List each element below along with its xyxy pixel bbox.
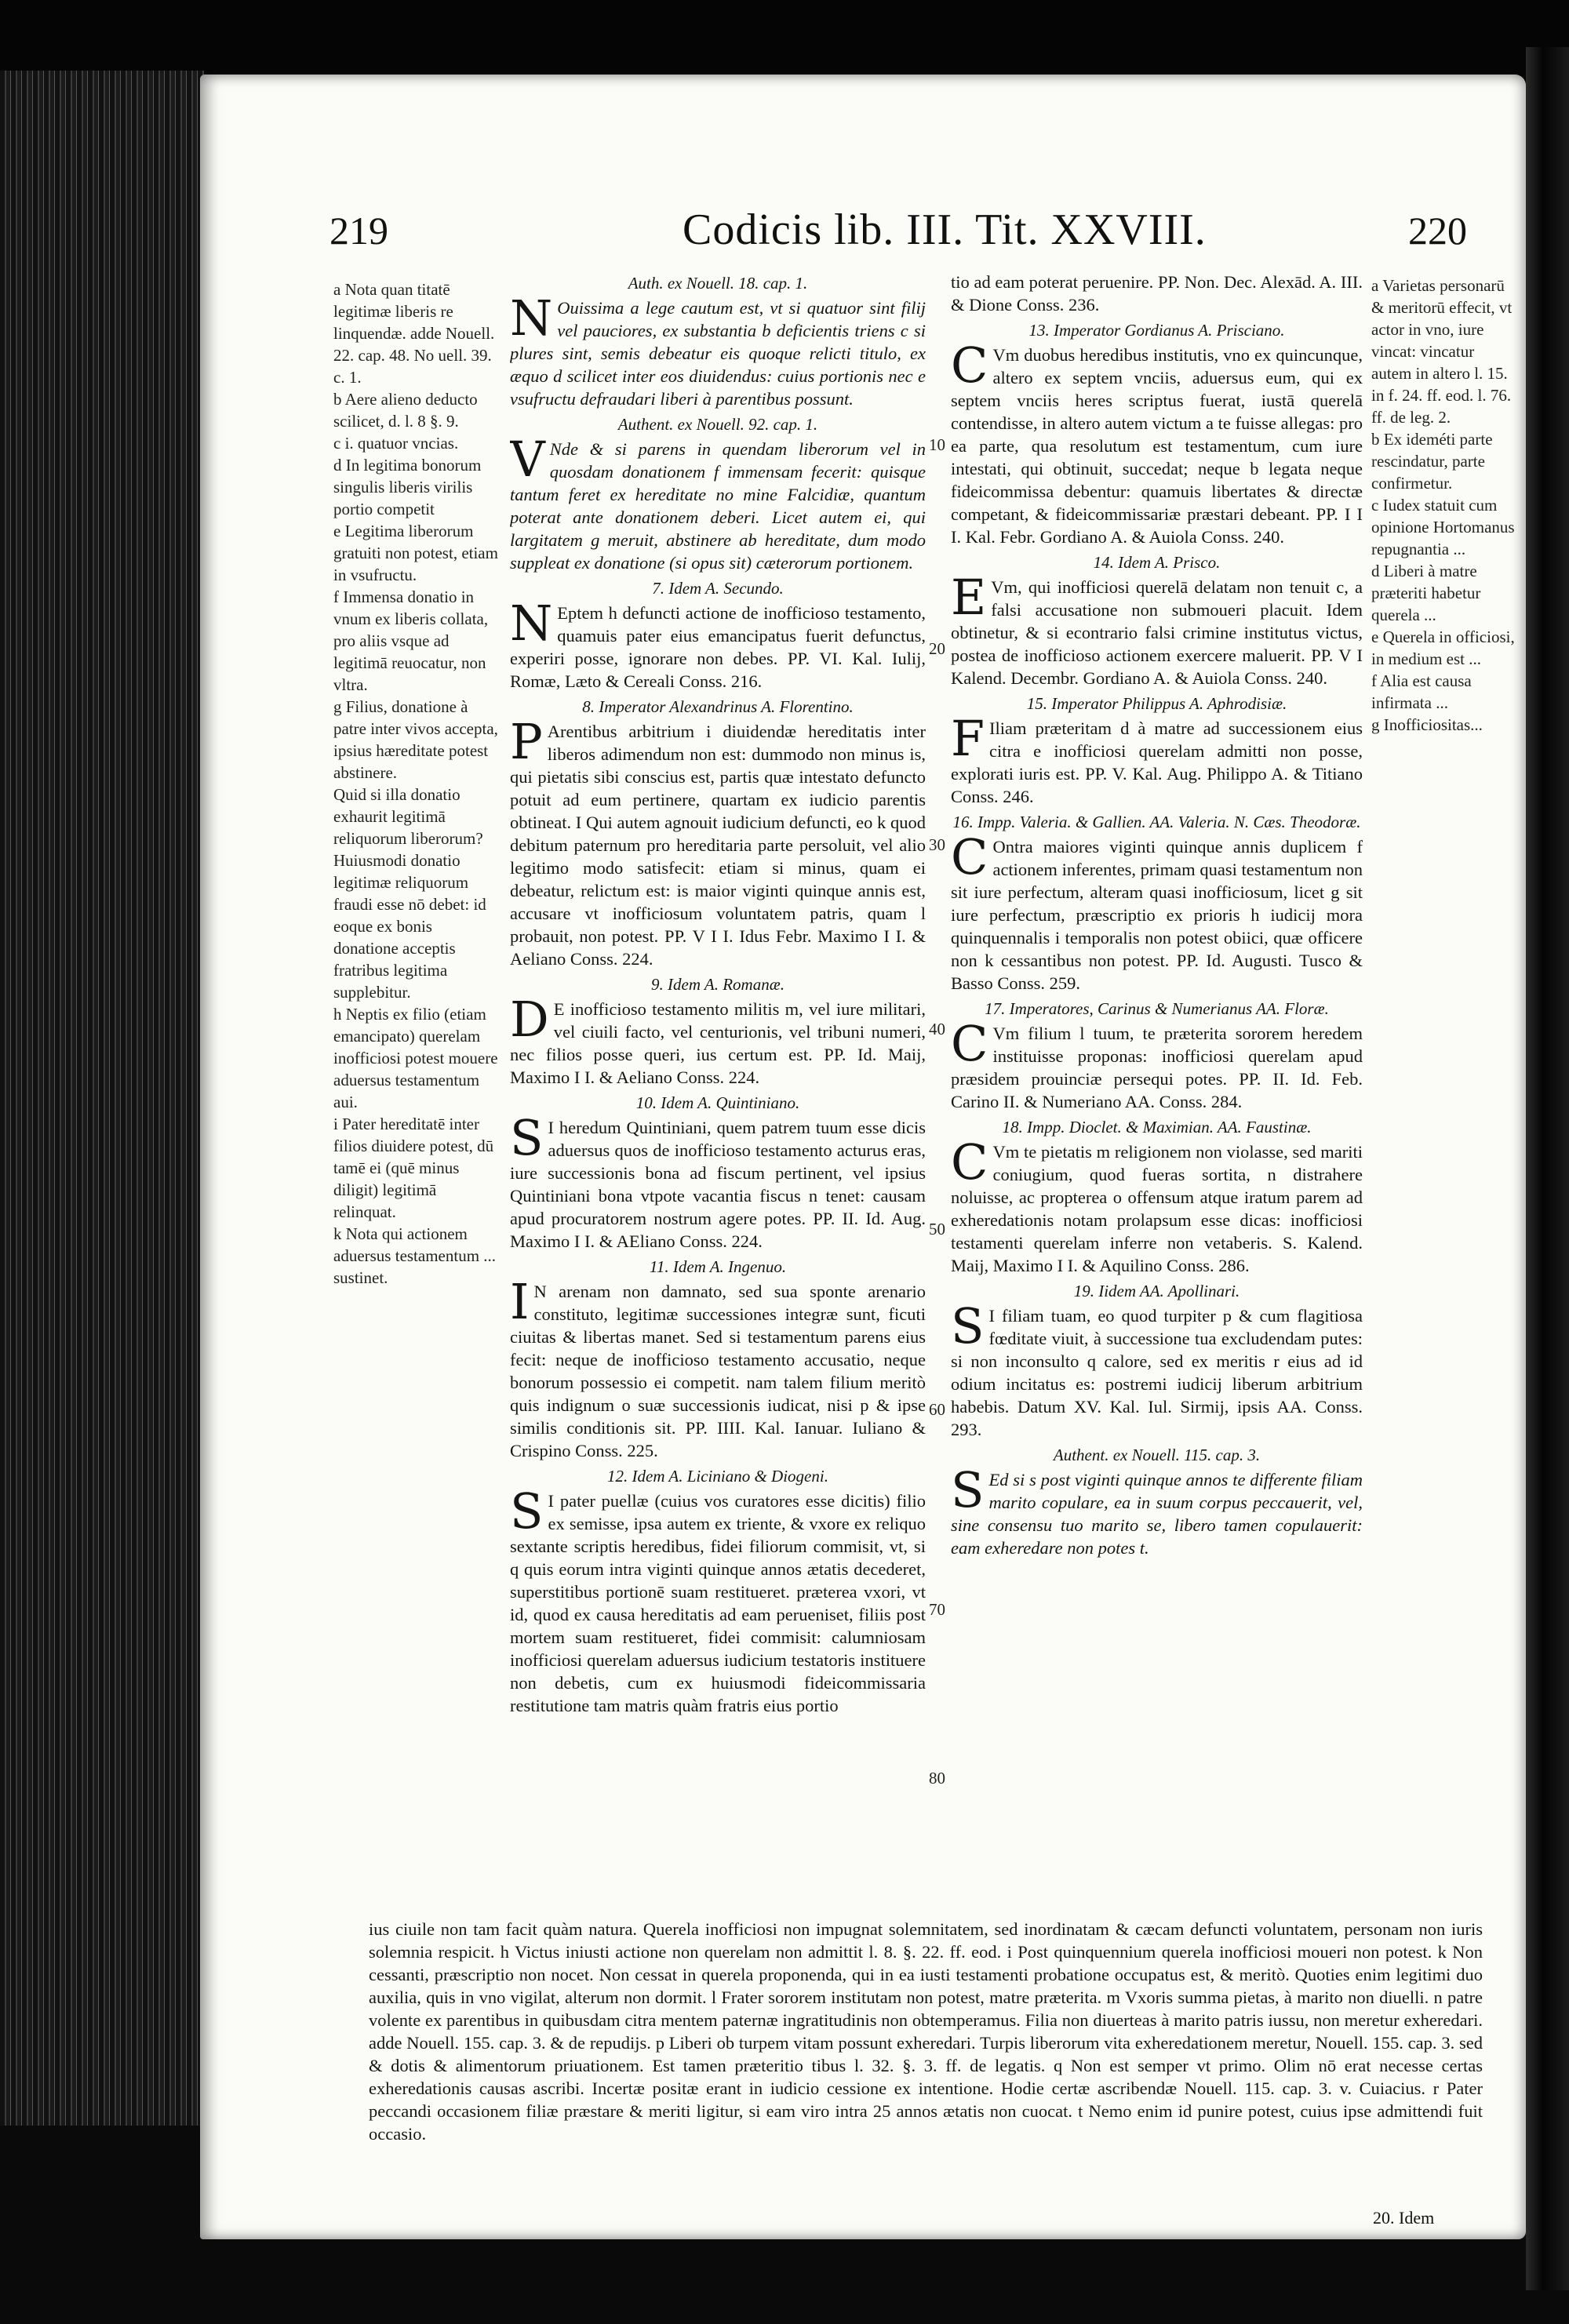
section-heading — [951, 1444, 1363, 1467]
section-heading — [510, 272, 926, 295]
left-text-column — [510, 271, 926, 1910]
line-number: 60 — [929, 1400, 945, 1419]
drop-cap: C — [951, 1133, 988, 1191]
line-number: 40 — [929, 1020, 945, 1038]
law-paragraph — [951, 336, 1363, 548]
page-header — [329, 205, 1467, 271]
paragraph-text: Vm filium l tuum, te præterita sororem heredem instituisse proponas: inofficiosi querelam apud præsidem prouinciæ persequi potes. PP. II. Id. Feb. Carino II. & Numeriano AA. Conss. 284. — [951, 1024, 1363, 1111]
footnote-block: ius ciuile non tam facit quàm natura. Querela inofficiosi non impugnat solemnitatem, sed inordinatam & cæcam defuncti voluntatem, personam non iuris solemnia respicit. h Victus iniusti actione non querelam non admittit l. 8. §. 22. ff. eod. i Post quinquennium querela inofficiosi moueri non potest. k Non cessanti, præscriptio non nocet. Non cessat in querela proponenda, qui in ea iusti testamenti probatione occupatus est, & meritò. Quoties enim legitimi duo auxilia, quis in vno vigilat, alterum non dormit. l Frater sororem institutam non potest, matre præterita. m Vxoris summa pietas, à marito non diuelli. n patre volente ex parentibus in quibusdam citra mentem paternæ ingratitudinis non obtemperamus. Filia non diuerteas à marito patris iussu, non meretur exheredari. adde Nouell. 155. cap. 3. & de repudijs. p Liberi ob turpem vitam possunt exheredari. Turpis liberorum vita exheredationem meretur, Nouell. 155. cap. 3. sed & dotis & alimentorum priuationem. Est tamen præteritio tibus l. 32. §. 3. ff. de legatis. q Non est semper vt primo. Olim nō erat necesse certas exheredationis causas ascribi. Incertæ positæ erant in iudicio cessione ex intentione. Hodie certæ ascribendæ Nouell. 115. cap. 3. v. Cuiacius. r Pater peccandi occasionem filiæ præstare & meriti ligitur, si eam viro intra 25 annos ætatis non cuocat. t Nemo enim id punire potest, cuius ipse admittendi fuit occasio. — [369, 1919, 1483, 2144]
section-heading — [510, 1256, 926, 1278]
law-paragraph — [510, 1109, 926, 1253]
drop-cap: S — [510, 1482, 544, 1540]
book-page-edges — [0, 71, 204, 2126]
paragraph-text: 14. Idem A. Prisco. — [1093, 553, 1221, 572]
paragraph-text: 15. Imperator Philippus A. Aphrodisiæ. — [1026, 694, 1287, 713]
law-paragraph — [951, 1461, 1363, 1559]
paragraph-text: Authent. ex Nouell. 115. cap. 3. — [1053, 1446, 1261, 1464]
section-heading — [951, 693, 1363, 715]
section-heading — [510, 973, 926, 996]
line-number: 20 — [929, 639, 945, 658]
law-paragraph — [510, 713, 926, 970]
section-heading — [951, 319, 1363, 342]
line-number: 30 — [929, 835, 945, 854]
section-heading — [951, 1116, 1363, 1139]
drop-cap: S — [951, 1461, 985, 1518]
paragraph-text: Vm duobus heredibus institutis, vno ex quincunque, altero ex septem vnciis, aduersus eum, qui ex septem vnciis heres scriptus fuerat, iustā querelā contendisse, in altero autem victum a te fuisse allegas: pro ea parte, qua resolutum est testamentum, cum iure intestati, qui obtinuit, succedat; neque b legata neque fideicommissa debentur: quamuis libertates & directæ competant, & fideicommissariæ præstari debeant. PP. I I I. Kal. Febr. Gordiano A. & Auiola Conss. 240. — [951, 345, 1363, 547]
drop-cap: C — [951, 828, 988, 886]
line-number: 10 — [929, 435, 945, 454]
paragraph-text: tio ad eam poterat peruenire. PP. Non. Dec. Alexād. A. III. & Dione Conss. 236. — [951, 272, 1363, 315]
law-paragraph — [951, 569, 1363, 689]
drop-cap: C — [951, 336, 988, 394]
section-heading — [510, 1465, 926, 1488]
section-heading — [510, 413, 926, 436]
section-heading — [510, 577, 926, 600]
paragraph-text: Ed si s post viginti quinque annos te differente filiam marito copulare, ea in suum corpus peccauerit, vel, sine consensu tuo marito se, libero tamen copulauerit: eam exheredare non potes t. — [951, 1470, 1363, 1558]
paragraph-text: Iliam præteritam d à matre ad successionem eius citra e inofficiosi querelam admitti non posse, explorati iuris est. PP. V. Kal. Aug. Philippo A. & Titiano Conss. 246. — [951, 718, 1363, 806]
paragraph-text: 12. Idem A. Liciniano & Diogeni. — [607, 1467, 828, 1486]
paragraph-text: 11. Idem A. Ingenuo. — [649, 1257, 787, 1276]
paragraph-text: I heredum Quintiniani, quem patrem tuum esse dicis aduersus quos de inofficioso testamento acturus eras, iure successionis bona ad fiscum pertinent, vel ipsius Quintiniani bona vtpote vacantia fiscus n tenet: causam apud procuratorem nostrum agere potes. PP. II. Id. Aug. Maximo I I. & AEliano Conss. 224. — [510, 1118, 926, 1251]
drop-cap: N — [510, 289, 553, 347]
paragraph-text: Nde & si parens in quendam liberorum vel in quosdam donationem f immensam fecerit: quisque tantum feret ex hereditate no mine Falcidiæ, quantum poterat ante donationem deberi. Licet autem ei, qui largitatem g meruit, abstinere ab hereditate, dum modo suppleat ex donatione (si opus sit) cæterorum portionem. — [510, 439, 926, 573]
law-paragraph — [510, 595, 926, 693]
law-paragraph — [510, 1273, 926, 1462]
law-paragraph — [951, 1297, 1363, 1441]
paragraph-text: I filiam tuam, eo quod turpiter p & cum flagitiosa fœditate viuit, à successione tua excludendam putes: si non inconsulto q calore, sed ex meritis r eius ad id odium incitatus es: postremi iudicij liberum arbitrium habebis. Datum XV. Kal. Iul. Sirmij, ipsis AA. Conss. 293. — [951, 1306, 1363, 1439]
paragraph-text: Auth. ex Nouell. 18. cap. 1. — [628, 274, 808, 293]
law-paragraph — [510, 1482, 926, 1717]
book-binding — [1526, 47, 1569, 2290]
section-heading — [951, 1280, 1363, 1303]
paragraph-text: I pater puellæ (cuius vos curatores esse dicitis) filio ex semisse, ipsa autem ex triente, & vxore ex reliquo sextante scriptis heredibus, fidei filiorum commisit, vt, si q quis eorum intra viginti quinque annos ætatis decederet, superstitibus portionē suam restitueret. præterea vxori, vt id, quod ex causa hereditatis ad eam perueniset, filiis post mortem suam restitueret, fidei commisit: calumniosam inofficiosi querelam aduersus iudicium testatoris instituere non debetis, cum ex huiusmodi fideicommissaria restitutione tam matris quàm fratris eius portio — [510, 1491, 926, 1715]
paragraph-text: Vm, qui inofficiosi querelā delatam non tenuit c, a falsi accusatione non submoueri placuit. Idem obtinetur, & si econtrario falsi crimine institutus victus, postea de inofficioso actionem exercere maluerit. PP. V I Kalend. Decembr. Gordiano A. & Auiola Conss. 240. — [951, 577, 1363, 688]
drop-cap: I — [510, 1273, 530, 1330]
section-heading — [951, 811, 1363, 834]
law-paragraph — [951, 1015, 1363, 1113]
law-paragraph — [951, 828, 1363, 995]
paragraph-text: Authent. ex Nouell. 92. cap. 1. — [617, 415, 818, 434]
law-paragraph — [510, 991, 926, 1089]
section-heading — [951, 551, 1363, 574]
left-marginal-notes: a Nota quan titatē legitimæ liberis re linquendæ. adde Nouell. 22. cap. 48. No uell. 39. c. 1. b Aere alieno deducto scilicet, d. l. 8 §. 9. c i. quatuor vncias. d In legitima bonorum singulis liberis virilis portio competit e Legitima liberorum gratuiti non potest, etiam in vsufructu. f Immensa donatio in vnum ex liberis collata, pro aliis vsque ad legitimā reuocatur, non vltra. g Filius, donatione à patre inter vivos accepta, ipsius hæreditate potest abstinere. Quid si illa donatio exhaurit legitimā reliquorum liberorum? Huiusmodi donatio legitimæ reliquorum fraudi esse nō debet: id eoque ex bonis donatione acceptis fratribus legitima supplebitur. h Neptis ex filio (etiam emancipato) querelam inofficiosi potest mouere aduersus testamentum aui. i Pater hereditatē inter filios diuidere potest, dū tamē ei (quē minus diligit) legitimā relinquat. k Nota qui actionem aduersus testamentum ... sustinet. — [333, 280, 498, 1287]
paragraph-text: 16. Impp. Valeria. & Gallien. AA. Valeria. N. Cæs. Theodoræ. — [952, 813, 1361, 831]
paragraph-text: 7. Idem A. Secundo. — [652, 579, 784, 598]
running-title: Codicis lib. III. Tit. XXVIII. — [683, 205, 1207, 254]
paragraph-text: E inofficioso testamento militis m, vel iure militari, vel ciuili facto, vel centurionis, vel tribuni numeri, nec filios posse queri, ius certum est. PP. Id. Maij, Maximo I I. & Aeliano Conss. 224. — [510, 999, 926, 1087]
paragraph-text: Eptem h defuncti actione de inofficioso testamento, quamuis pater eius emancipatus fuerit defunctus, experiri posse, ignorare non debes. PP. VI. Kal. Iulij, Romæ, Læto & Cereali Conss. 216. — [510, 603, 926, 691]
paragraph-text: 17. Imperatores, Carinus & Numerianus AA. Floræ. — [985, 999, 1329, 1018]
line-number: 70 — [929, 1600, 945, 1619]
drop-cap: C — [951, 1015, 988, 1072]
catchword: 20. Idem — [1373, 2208, 1435, 2228]
law-paragraph — [951, 271, 1363, 316]
law-paragraph — [510, 431, 926, 574]
drop-cap: S — [951, 1297, 985, 1355]
line-number: 80 — [929, 1769, 945, 1788]
drop-cap: S — [510, 1109, 544, 1166]
paragraph-text: 10. Idem A. Quintiniano. — [635, 1093, 800, 1112]
section-heading — [510, 696, 926, 718]
section-heading — [951, 998, 1363, 1020]
law-paragraph — [510, 289, 926, 410]
paragraph-text: 19. Iidem AA. Apollinari. — [1073, 1282, 1240, 1300]
paragraph-text: 13. Imperator Gordianus A. Prisciano. — [1028, 321, 1285, 340]
drop-cap: E — [951, 569, 987, 626]
paragraph-text: Arentibus arbitrium i diuidendæ hereditatis inter liberos adimendum non est: dummodo non minus is, qui pietatis sibi conscius est, partis quæ intestato defuncto potuit ad eum pertinere, quartam ex iudicio parentis obtineat. I Qui autem agnouit iudicium defuncti, eo k quod debitum paternum pro hereditaria parte persoluit, vel alio legitimo modo satisfecit: etiam si minus, quam ei debeatur, relictum est: is maior viginti quinque annis est, accusare vt inofficiosum voluntatem patris, quam l probauit, non potest. PP. V I I. Idus Febr. Maximo I I. & Aeliano Conss. 224. — [510, 722, 926, 969]
scan-top-border — [0, 0, 1569, 86]
paragraph-text: 9. Idem A. Romanæ. — [651, 975, 784, 994]
law-paragraph — [951, 710, 1363, 808]
paragraph-text: Ontra maiores viginti quinque annis duplicem f actionem inferentes, primam quasi testamentum non sit iure perfectum, alteram quasi inofficiosum, licet g sit iure perfectum, præscriptio ex prioris h iudicij mora quinquennalis i temporalis non potest obiici, quæ officere non k cessantibus non potest. PP. Id. Augusti. Tusco & Basso Conss. 259. — [951, 837, 1363, 993]
drop-cap: D — [510, 991, 549, 1048]
drop-cap: V — [510, 431, 545, 488]
paragraph-text: Ouissima a lege cautum est, vt si quatuor sint filij vel pauciores, ex substantia b deficientis triens c si plures sint, semis debeatur eis quoque relicti titulo, ex æquo d scilicet inter eos diuidendus: cuius portionis nec e vsufructu defraudari liberi à parentibus possunt. — [510, 298, 926, 409]
line-number: 50 — [929, 1220, 945, 1238]
drop-cap: N — [510, 595, 553, 652]
paragraph-text: Vm te pietatis m religionem non violasse, sed mariti coniugium, quod fueras sortita, n distrahere noluisse, ac propterea o offensum atque iratum parem ad exheredationis notam prolapsum esse dicas: inofficiosi testamenti querelam inferre non vetaberis. S. Kalend. Maij, Maximo I I. & Aquilino Conss. 286. — [951, 1142, 1363, 1275]
paragraph-text: 18. Impp. Dioclet. & Maximian. AA. Faustinæ. — [1002, 1118, 1312, 1137]
drop-cap: P — [510, 713, 543, 770]
paragraph-text: N arenam non damnato, sed sua sponte arenario constituto, legitimæ successiones integræ sunt, ficuti ciuitas & libertas manet. Sed si testamentum parens eius fecit: neque de inofficioso testamento accusatio, neque bonorum possessio ei competit. nam talem filium meritò quis indignum o suæ successionis iudicat, nisi p & ipse similis conditionis sit. PP. IIII. Kal. Ianuar. Iuliano & Crispino Conss. 225. — [510, 1282, 926, 1460]
paragraph-text: 8. Imperator Alexandrinus A. Florentino. — [582, 697, 854, 716]
drop-cap: F — [951, 710, 985, 767]
right-marginal-notes: a Varietas personarū & meritorū effecit, vt actor in vno, iure vincat: vincatur autem in altero l. 15. in f. 24. ff. eod. l. 76. ff. de leg. 2. b Ex ideméti parte rescindatur, parte confirmetur. c Iudex statuit cum opinione Hortomanus repugnantia ... d Liberi à matre præteriti habetur querela ... e Querela in officiosi, in medium est ... f Alia est causa infirmata ... g Inofficiositas... — [1371, 276, 1515, 734]
folio-left: 219 — [329, 209, 388, 253]
folio-right: 220 — [1408, 209, 1467, 253]
law-paragraph — [951, 1133, 1363, 1277]
right-text-column — [951, 271, 1363, 1914]
section-heading — [510, 1092, 926, 1115]
